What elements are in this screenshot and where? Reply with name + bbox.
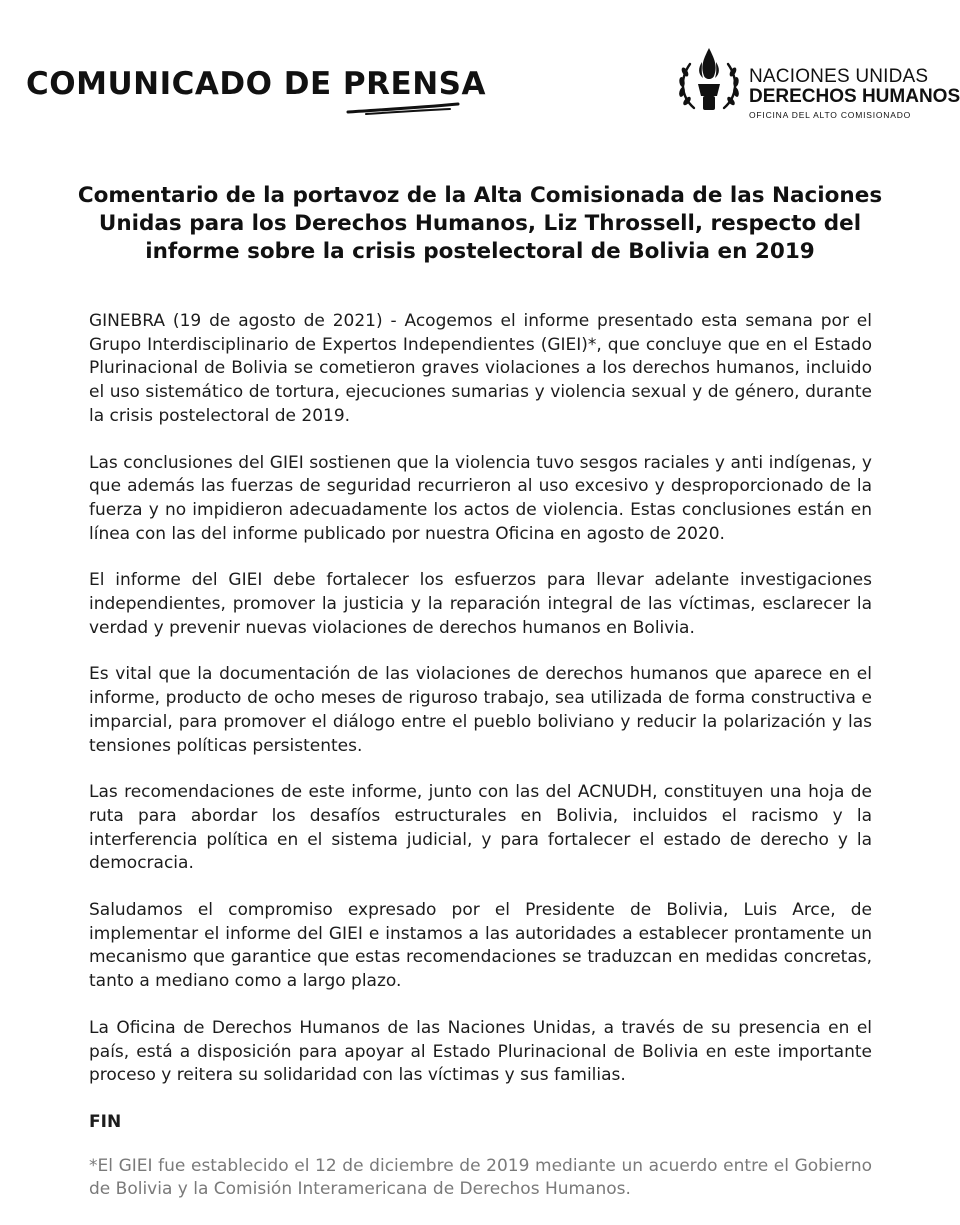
paragraph: El informe del GIEI debe fortalecer los esfuerzos para llevar adelante investigaciones independientes, promover la justicia y la reparación integral de las víctimas, esclarecer la verdad y prevenir nuevas violaciones de derechos humanos en Bolivia.	[89, 570, 872, 638]
footnote: *El GIEI fue establecido el 12 de diciembre de 2019 mediante un acuerdo entre el Gobierno de Bolivia y la Comisión Interamericana de Derechos Humanos.	[89, 1155, 872, 1200]
title-underline-stroke	[346, 100, 461, 116]
press-release-body	[89, 310, 872, 1225]
press-release-title: COMUNICADO DE PRENSA	[26, 66, 486, 102]
paragraph: Las conclusiones del GIEI sostienen que la violencia tuvo sesgos raciales y anti indígenas, y que además las fuerzas de seguridad recurrieron al uso excesivo y desproporcionado de la fuerza y no impidieron adecuadamente los actos de violencia. Estas conclusiones están en línea con las del informe publicado por nuestra Oficina en agosto de 2020.	[89, 452, 872, 544]
headline: Comentario de la portavoz de la Alta Comisionada de las Naciones Unidas para los Derechos Humanos, Liz Throssell, respecto del informe sobre la crisis postelectoral de Bolivia en 2019	[77, 183, 883, 264]
logo-text-naciones-unidas: NACIONES UNIDAS	[749, 66, 929, 87]
logo-text-derechos-humanos: DERECHOS HUMANOS	[749, 86, 960, 107]
paragraph: Las recomendaciones de este informe, junto con las del ACNUDH, constituyen una hoja de ruta para abordar los desafíos estructurales en Bolivia, incluidos el racismo y la interferencia política en el sistema judicial, y para fortalecer el estado de derecho y la democracia.	[89, 782, 872, 874]
un-human-rights-emblem-icon	[676, 44, 742, 124]
paragraph: Es vital que la documentación de las violaciones de derechos humanos que aparece en el informe, producto de ocho meses de riguroso trabajo, sea utilizada de forma constructiva e imparcial, para promover el diálogo entre el pueblo boliviano y reducir la polarización y las tensiones políticas persistentes.	[89, 664, 872, 756]
un-human-rights-logo	[676, 44, 960, 124]
paragraph: GINEBRA (19 de agosto de 2021) - Acogemos el informe presentado esta semana por el Grupo Interdisciplinario de Expertos Independientes (GIEI)*, que concluye que en el Estado Plurinacional de Bolivia se cometieron graves violaciones a los derechos humanos, incluido el uso sistemático de tortura, ejecuciones sumarias y violencia sexual y de género, durante la crisis postelectoral de 2019.	[89, 311, 872, 426]
end-marker: FIN	[89, 1111, 122, 1132]
paragraph: Saludamos el compromiso expresado por el Presidente de Bolivia, Luis Arce, de implementar el informe del GIEI e instamos a las autoridades a establecer prontamente un mecanismo que garantice que estas recomendaciones se traduzcan en medidas concretas, tanto a mediano como a largo plazo.	[89, 900, 872, 992]
logo-text-oficina: OFICINA DEL ALTO COMISIONADO	[749, 110, 912, 120]
paragraph: La Oficina de Derechos Humanos de las Naciones Unidas, a través de su presencia en el país, está a disposición para apoyar al Estado Plurinacional de Bolivia en este importante proceso y reitera su solidaridad con las víctimas y sus familias.	[89, 1017, 872, 1086]
